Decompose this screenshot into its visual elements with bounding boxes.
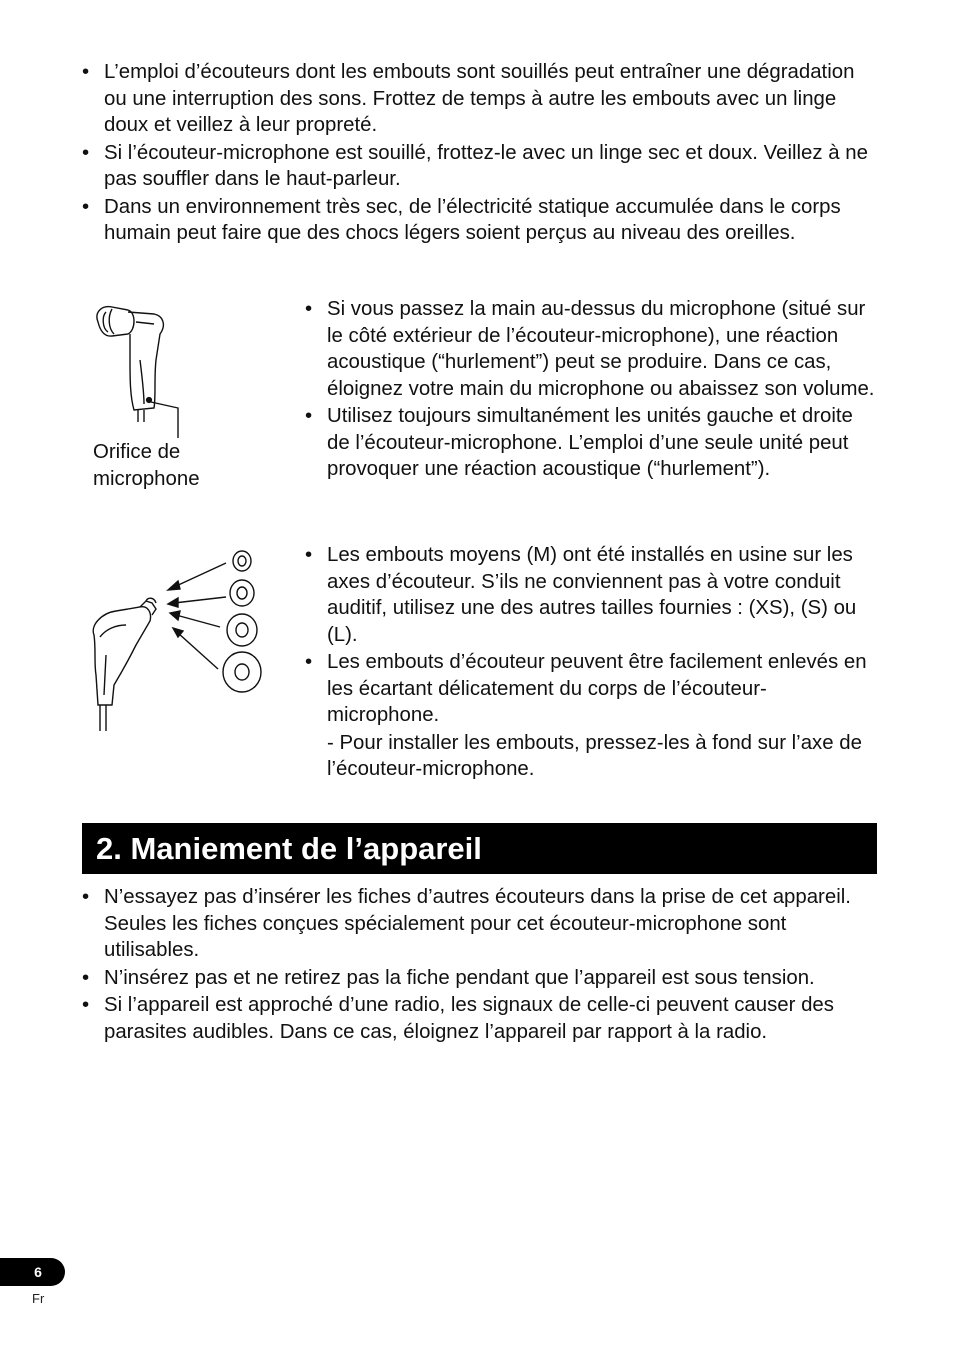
page-language: Fr [32, 1291, 45, 1306]
ear-tips-bullet-list [305, 542, 875, 784]
ear-tips-bullet [305, 649, 875, 783]
intro-bullet: • Dans un environnement très sec, de l’électricité statique accumulée dans le corps humain peut faire que des chocs légers soient perçus au niveau des oreilles. [82, 194, 882, 247]
ear-tips-sub-item: - Pour installer les embouts, pressez-les à fond sur l’axe de l’écouteur-microphone. [327, 731, 862, 780]
intro-bullet-list [82, 59, 882, 248]
page-number: 6 [34, 1264, 42, 1280]
microphone-hole-label: Orifice de microphone [93, 441, 200, 490]
intro-bullet: • Si l’écouteur-microphone est souillé, frottez-le avec un linge sec et doux. Veillez à ne pas souffler dans le haut-parleur. [82, 140, 882, 193]
handling-bullet: • Si l’appareil est approché d’une radio, les signaux de celle-ci peuvent causer des parasites audibles. Dans ce cas, éloignez l’appareil par rapport à la radio. [82, 992, 882, 1045]
ear-tips-bullet: • Les embouts moyens (M) ont été installés en usine sur les axes d’écouteur. S’ils ne conviennent pas à votre conduit auditif, utilisez une des autres tailles fournies : (XS), (S) ou (L). [305, 542, 875, 648]
ear-tips-illustration [80, 545, 270, 740]
page-number-badge [0, 1258, 65, 1286]
microphone-bullet-list [305, 296, 875, 484]
section-header-bar [82, 823, 877, 874]
handling-bullet: • N’essayez pas d’insérer les fiches d’autres écouteurs dans la prise de cet appareil. Seules les fiches conçues spécialement pour cet écouteur-microphone sont utilisables. [82, 884, 882, 964]
intro-bullet: • L’emploi d’écouteurs dont les embouts sont souillés peut entraîner une dégradation ou une interruption des sons. Frottez de temps à autre les embouts avec un linge doux et veillez à leur propreté. [82, 59, 882, 139]
microphone-bullet: • Si vous passez la main au-dessus du microphone (situé sur le côté extérieur de l’écouteur-microphone), une réaction acoustique (“hurlement”) peut se produire. Dans ce cas, éloignez votre main du microphone ou abaissez son volume. [305, 296, 875, 402]
earphone-microphone-illustration [88, 300, 198, 440]
handling-bullet-list [82, 884, 882, 1046]
microphone-bullet: • Utilisez toujours simultanément les unités gauche et droite de l’écouteur-microphone. L’emploi d’une seule unité peut provoquer une réaction acoustique (“hurlement”). [305, 403, 875, 483]
handling-bullet: • N’insérez pas et ne retirez pas la fiche pendant que l’appareil est sous tension. [82, 965, 882, 992]
section-title: 2. Maniement de l’appareil [96, 831, 482, 866]
ear-tips-bullet-text: Les embouts d’écouteur peuvent être facilement enlevés en les écartant délicatement du corps de l’écouteur-microphone. [327, 651, 867, 726]
